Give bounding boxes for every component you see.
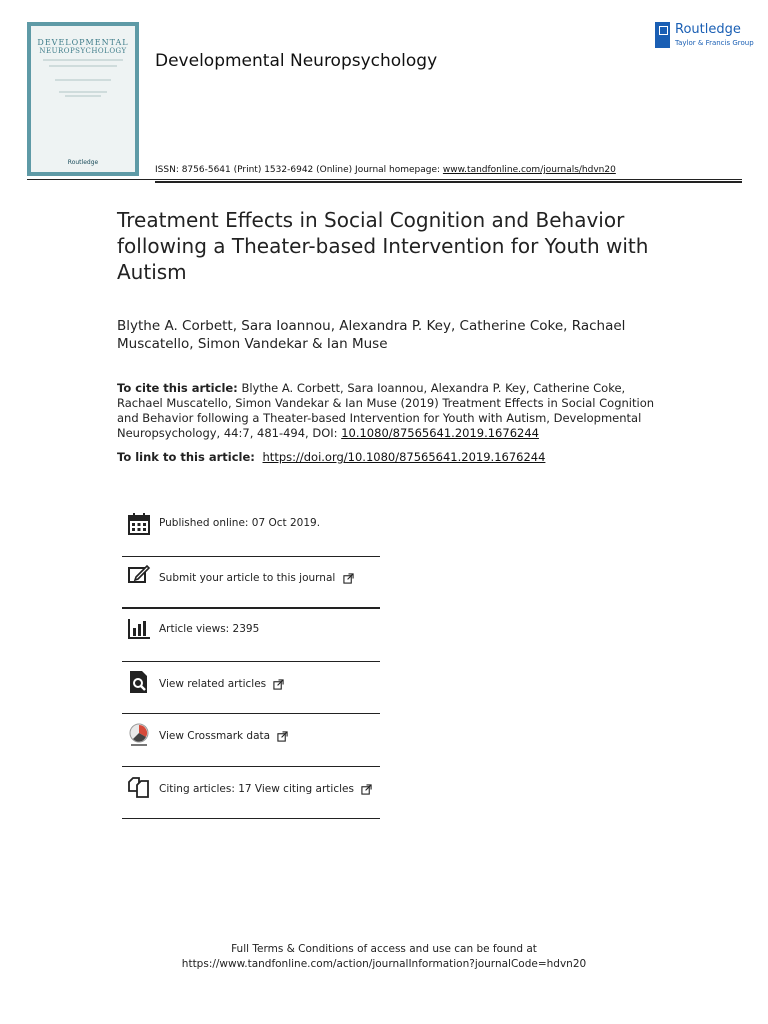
crossmark-text: View Crossmark data [159,730,271,742]
citing-documents-icon [127,775,151,799]
external-link-icon [273,679,284,690]
journal-homepage-link[interactable]: www.tandfonline.com/journals/hdvn20 [442,165,616,175]
issn-text: ISSN: 8756-5641 (Print) 1532-6942 (Online) Journal homepage: [155,165,443,175]
footer-terms [0,942,768,972]
related-articles-link[interactable] [159,678,284,690]
issn-line [155,165,616,175]
article-authors: Blythe A. Corbett, Sara Ioannou, Alexandra P. Key, Catherine Coke, Rachael Muscatello, Simon Vandekar & Ian Muse [117,318,626,352]
related-articles-text: View related articles [159,678,267,690]
crossmark-icon [127,723,151,747]
journal-title: Developmental Neuropsychology [155,51,438,71]
related-articles-row[interactable] [122,662,380,714]
footer-terms-link[interactable]: https://www.tandfonline.com/action/journalInformation?journalCode=hdvn20 [181,958,587,970]
crossmark-row[interactable] [122,715,380,767]
calendar-icon [127,512,151,536]
external-link-icon [277,731,288,742]
header-divider-thin [27,179,742,180]
citing-articles-row[interactable] [122,767,380,819]
journal-cover-thumbnail [27,22,139,176]
header-divider-thick [155,181,742,183]
publisher-subtitle: Taylor & Francis Group [675,39,754,47]
routledge-logo-icon [655,22,670,48]
external-link-icon [361,784,372,795]
published-online-text: Published online: 07 Oct 2019. [159,517,321,529]
publisher-logo [653,22,754,50]
link-label: To link to this article: [117,450,255,464]
cite-label: To cite this article: [117,381,238,395]
footer-line1: Full Terms & Conditions of access and use can be found at [231,943,537,955]
published-online-row [122,505,380,557]
cite-text: Blythe A. Corbett, Sara Ioannou, Alexandra P. Key, Catherine Coke, Rachael Muscatello, Simon Vandekar & Ian Muse (2019) Treatment Effects in Social Cognition and Behavior following a Theater-based Intervention for Youth with Autism, Developmental Neuropsychology, 44:7, 481-494, DOI: [117,381,655,440]
cover-title-line2: NEUROPSYCHOLOGY [39,47,127,55]
citing-articles-text: Citing articles: 17 View citing articles [159,783,354,795]
search-document-icon [127,670,151,694]
publisher-name: Routledge [675,22,741,37]
submit-article-text: Submit your article to this journal [159,572,336,584]
cover-title-line1: DEVELOPMENTAL [37,38,129,47]
crossmark-link[interactable] [159,730,288,742]
cite-doi-link[interactable]: 10.1080/87565641.2019.1676244 [341,426,539,440]
submit-article-link[interactable] [159,572,354,584]
submit-article-row[interactable] [122,557,380,609]
cover-publisher-mark: Routledge [67,159,99,166]
article-title: Treatment Effects in Social Cognition and Behavior following a Theater-based Intervention for Youth with Autism [117,208,649,284]
article-views-row [122,610,380,662]
edit-icon [127,563,151,587]
citing-articles-link[interactable] [159,783,372,795]
article-views-text: Article views: 2395 [159,623,260,635]
article-doi-link[interactable]: https://doi.org/10.1080/87565641.2019.1676244 [262,450,546,464]
citation-block [117,381,657,441]
article-link-row [117,450,545,464]
external-link-icon [343,573,354,584]
bar-chart-icon [127,616,151,640]
